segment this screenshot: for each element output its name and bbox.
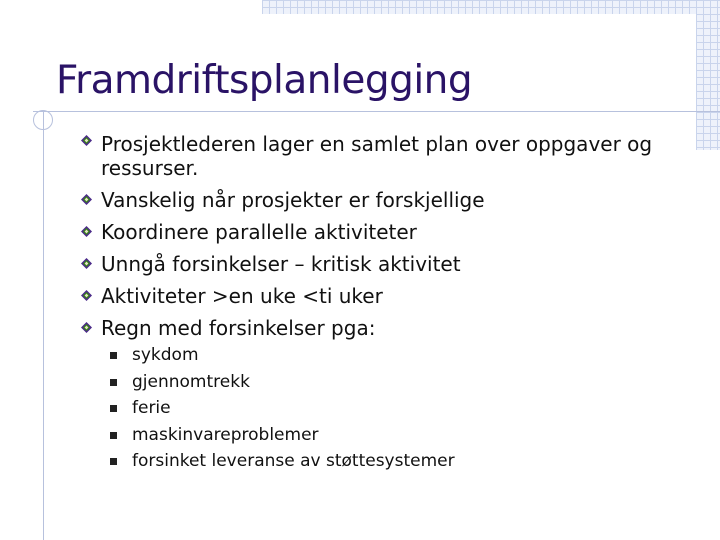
diamond-icon bbox=[81, 194, 92, 205]
sub-bullet-item bbox=[110, 422, 455, 449]
square-icon bbox=[110, 432, 117, 439]
bullet-item bbox=[78, 128, 698, 184]
bullet-item bbox=[78, 184, 698, 216]
sub-bullet-item bbox=[110, 342, 455, 369]
bullet-text: Prosjektlederen lager en samlet plan over oppgaver og ressurser. bbox=[101, 132, 653, 180]
square-icon bbox=[110, 405, 117, 412]
sub-bullet-item bbox=[110, 448, 455, 475]
diamond-icon bbox=[81, 135, 92, 146]
bullet-text: Aktiviteter >en uke <ti uker bbox=[101, 284, 383, 308]
sub-bullet-item bbox=[110, 395, 455, 422]
sub-bullet-item bbox=[110, 369, 455, 396]
sub-bullet-text: ferie bbox=[132, 398, 171, 418]
bullet-item bbox=[78, 312, 698, 344]
sub-bullet-text: forsinket leveranse av støttesystemer bbox=[132, 451, 455, 471]
decorative-grid-top bbox=[262, 0, 720, 14]
bullet-text: Unngå forsinkelser – kritisk aktivitet bbox=[101, 252, 461, 276]
slide-title: Framdriftsplanlegging bbox=[56, 58, 473, 103]
sub-bullet-text: sykdom bbox=[132, 345, 199, 365]
bullet-item bbox=[78, 280, 698, 312]
diamond-icon bbox=[81, 322, 92, 333]
sub-bullet-text: maskinvareproblemer bbox=[132, 424, 319, 445]
sub-bullet-list bbox=[110, 342, 455, 475]
square-icon bbox=[110, 352, 117, 359]
bullet-item bbox=[78, 248, 698, 280]
bullet-text: Vanskelig når prosjekter er forskjellige bbox=[101, 188, 485, 212]
bullet-item bbox=[78, 216, 698, 248]
square-icon bbox=[110, 379, 117, 386]
diamond-icon bbox=[81, 290, 92, 301]
bullet-text: Koordinere parallelle aktiviteter bbox=[101, 220, 417, 244]
square-icon bbox=[110, 458, 117, 465]
decorative-grid-right bbox=[696, 14, 720, 150]
diamond-icon bbox=[81, 258, 92, 269]
vertical-rule bbox=[43, 112, 44, 540]
bullet-list bbox=[78, 128, 698, 344]
circle-mark-icon bbox=[33, 110, 53, 130]
diamond-icon bbox=[81, 226, 92, 237]
horizontal-rule bbox=[33, 111, 720, 112]
bullet-text: Regn med forsinkelser pga: bbox=[101, 316, 376, 340]
sub-bullet-text: gjennomtrekk bbox=[132, 371, 250, 392]
